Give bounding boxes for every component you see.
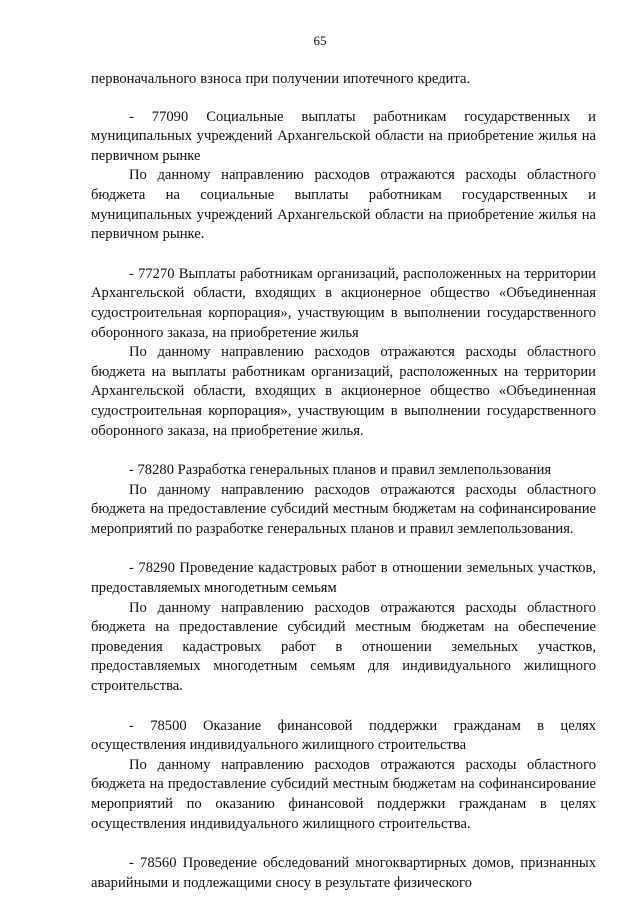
section-heading-77090: - 77090 Социальные выплаты работникам государственных и муниципальных учреждений Архангельской области на приобретение жилья на первичном рынке: [91, 108, 596, 164]
section-body-78280: По данному направлению расходов отражаются расходы областного бюджета на предоставление субсидий местным бюджетам на софинансирование мероприятий по разработке генеральных планов и правил землепользования.: [91, 481, 596, 537]
section-heading-78280: - 78280 Разработка генеральных планов и правил землепользования: [129, 462, 552, 479]
continuation-line: первоначального взноса при получении ипотечного кредита.: [91, 71, 471, 87]
section-body-77270: По данному направлению расходов отражаются расходы областного бюджета на выплаты работникам организаций, расположенных на территории Архангельской области, входящих в акционерное общество «Объединенная судостроительная корпорация», участвующим в выполнении государственного оборонного заказа, на приобретение жилья.: [91, 344, 596, 439]
page-number: 65: [313, 33, 327, 48]
section-heading-78290: - 78290 Проведение кадастровых работ в отношении земельных участков, предоставляемых многодетным семьям: [91, 560, 596, 597]
document-body: [91, 70, 596, 893]
section-body-78500: По данному направлению расходов отражаются расходы областного бюджета на предоставление субсидий местным бюджетам на софинансирование мероприятий по оказанию финансовой поддержки гражданам в целях осуществления индивидуального жилищного строительства.: [91, 756, 596, 832]
section-body-78290: По данному направлению расходов отражаются расходы областного бюджета на предоставление субсидий местным бюджетам на обеспечение проведения кадастровых работ в отношении земельных участков, предоставляемых многодетным семьям для индивидуального жилищного строительства.: [91, 599, 596, 695]
section-heading-77270: - 77270 Выплаты работникам организаций, расположенных на территории Архангельской области, входящих в акционерное общество «Объединенная судостроительная корпорация», участвующим в выполнении государственного оборонного заказа, на приобретение жилья: [91, 265, 596, 341]
section-heading-78560: - 78560 Проведение обследований многоквартирных домов, признанных аварийными и подлежащими сносу в результате физического: [91, 855, 596, 891]
section-body-77090: По данному направлению расходов отражаются расходы областного бюджета на социальные выплаты работникам государственных и муниципальных учреждений Архангельской области на приобретение жилья на первичном рынке.: [91, 167, 596, 243]
section-heading-78500: - 78500 Оказание финансовой поддержки гражданам в целях осуществления индивидуального жилищного строительства: [91, 717, 596, 754]
